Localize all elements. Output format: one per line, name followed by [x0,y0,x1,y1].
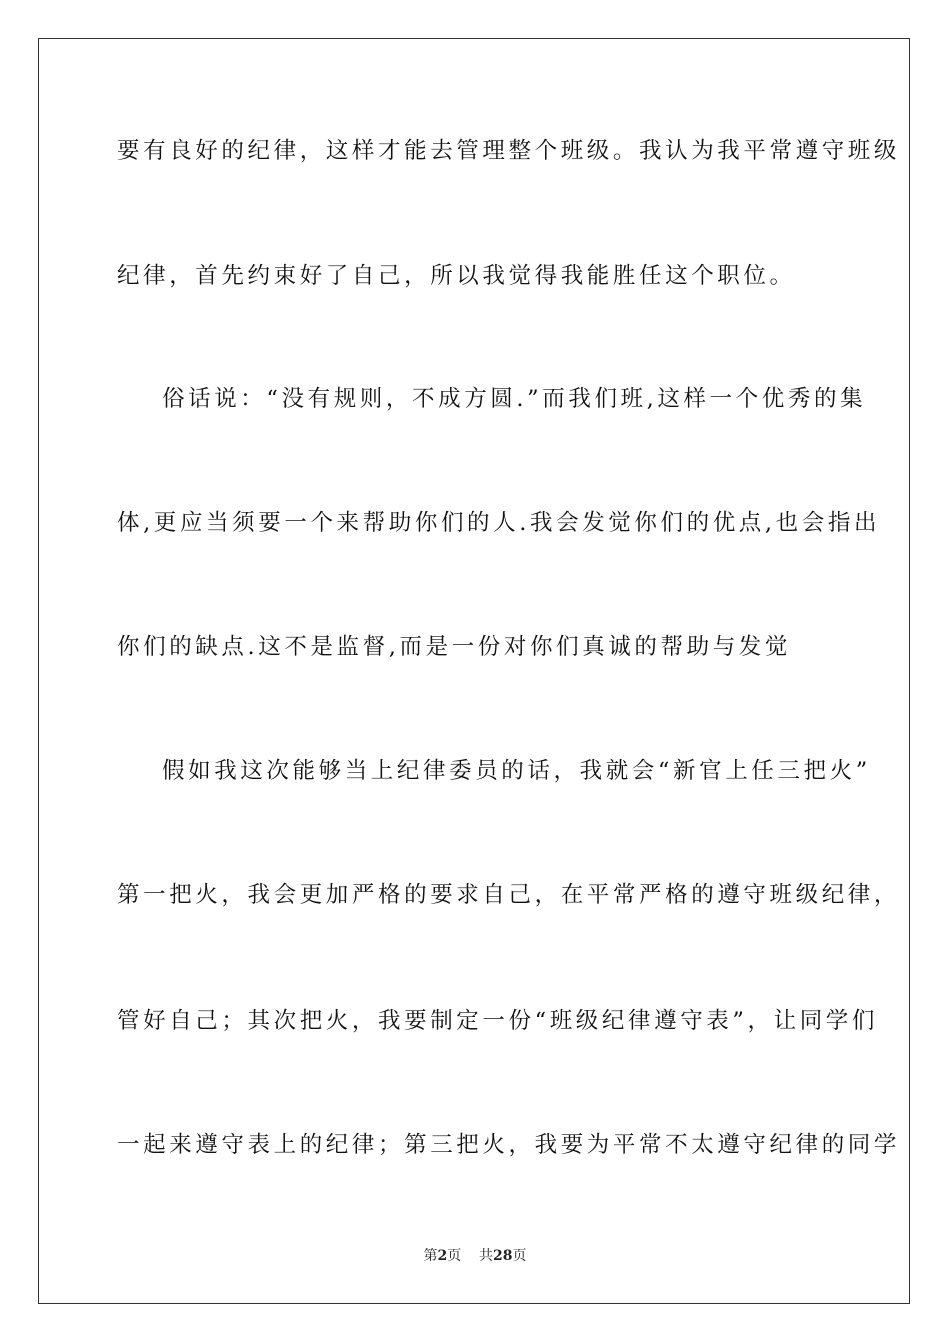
body-line-6: 假如我这次能够当上纪律委员的话，我就会“新官上任三把火” [162,758,871,784]
body-line-8: 管好自己；其次把火，我要制定一份“班级纪律遵守表”，让同学们 [117,1008,879,1034]
page-prefix: 第 [423,1248,438,1264]
body-line-5: 你们的缺点.这不是监督,而是一份对你们真诚的帮助与发觉 [117,634,792,660]
total-suffix: 页 [512,1248,527,1264]
page-footer [0,1246,950,1266]
total-prefix: 共 [479,1248,494,1264]
body-line-3: 俗话说：“没有规则，不成方圆.”而我们班,这样一个优秀的集 [162,386,867,412]
page-suffix: 页 [447,1248,462,1264]
body-line-7: 第一把火，我会更加严格的要求自己，在平常严格的遵守班级纪律， [117,882,901,908]
body-line-2: 纪律，首先约束好了自己，所以我觉得我能胜任这个职位。 [117,263,796,289]
page-number: 2 [437,1248,448,1264]
page-frame [38,38,910,1304]
body-line-9: 一起来遵守表上的纪律；第三把火，我要为平常不太遵守纪律的同学 [117,1132,901,1158]
body-line-4: 体,更应当须要一个来帮助你们的人.我会发觉你们的优点,也会指出 [117,510,881,536]
total-pages: 28 [493,1248,513,1264]
body-line-1: 要有良好的纪律，这样才能去管理整个班级。我认为我平常遵守班级 [117,138,901,164]
